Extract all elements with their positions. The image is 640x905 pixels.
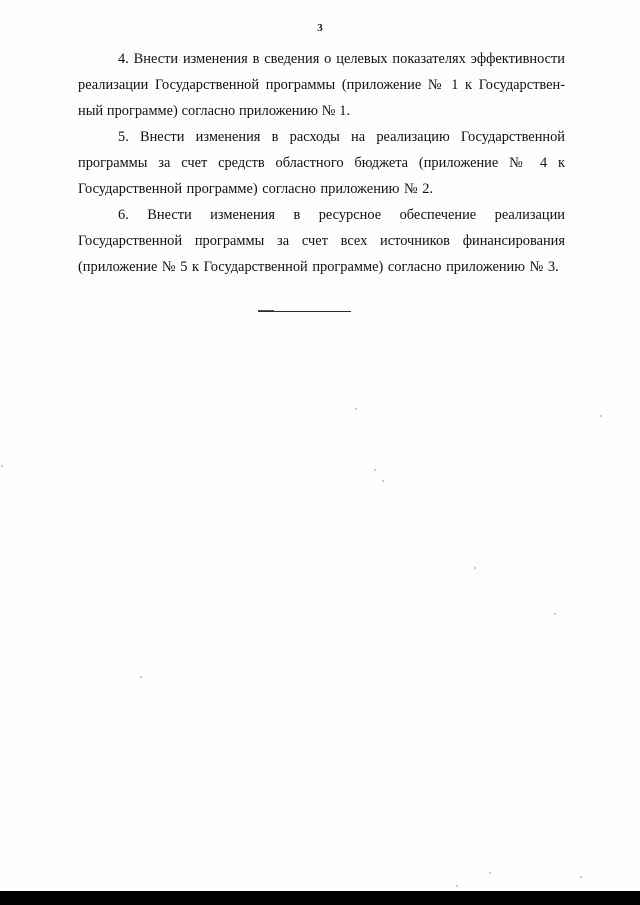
scan-speckle xyxy=(140,676,142,678)
scan-speckle xyxy=(1,465,3,467)
scan-speckle xyxy=(600,415,602,417)
scan-speckle xyxy=(374,469,376,471)
divider-container xyxy=(0,305,640,319)
scan-speckle xyxy=(382,480,384,482)
scan-speckle xyxy=(580,876,582,878)
scan-speckle xyxy=(554,613,556,615)
scan-speckle xyxy=(456,885,458,887)
paragraph-item-4: 4. Внести изменения в сведения о целевых показателях эффективности реализации Государственной программы (приложение № 1 к Государствен-ный программе) согласно приложению № 1. xyxy=(78,51,565,119)
scan-speckle xyxy=(355,408,357,410)
scan-speckle xyxy=(474,567,476,569)
scanner-edge-band xyxy=(0,891,640,905)
paragraph-item-5: 5. Внести изменения в расходы на реализацию Государственной программы за счет средств областного бюджета (приложение № 4 к Государственной программе) согласно приложению № 2. xyxy=(78,129,565,197)
page-number: 3 xyxy=(317,22,323,34)
paragraph-item-6: 6. Внести изменения в ресурсное обеспечение реализации Государственной программы за счет всех источников финансирования (приложение № 5 к Государственной программе) согласно приложению № 3. xyxy=(78,207,565,275)
horizontal-rule-icon xyxy=(258,311,351,312)
scan-speckle xyxy=(489,872,491,874)
document-body xyxy=(78,46,565,280)
